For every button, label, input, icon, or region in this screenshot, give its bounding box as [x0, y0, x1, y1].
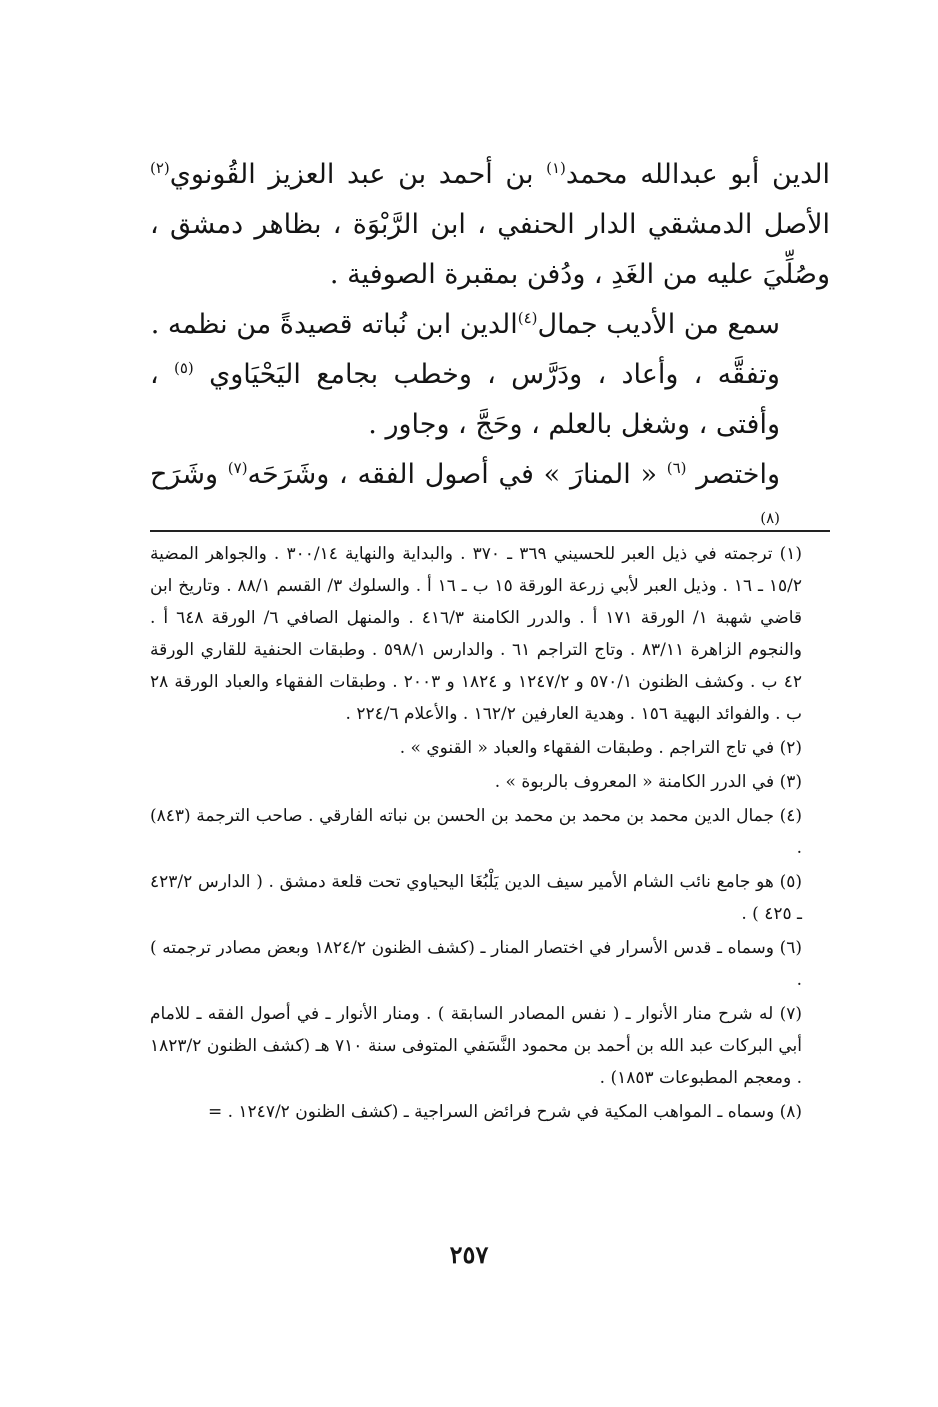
- text-segment: « المنارَ » في أصول الفقه ، وشَرَحَه: [247, 459, 657, 490]
- footnote-ref-5: (٥): [174, 359, 194, 377]
- text-segment: الأصل: [763, 209, 830, 240]
- footnote-3: (٣) في الدرر الكامنة « المعروف بالربوة » .: [494, 772, 802, 792]
- footnote-5: (٥) هو جامع نائب الشام الأمير سيف الدين يَلْبُغَا اليحياوي تحت قلعة دمشق . ( الدارس ٤٢٣/٢ ـ ٤٢٥ ) .: [150, 872, 802, 924]
- text-segment: الدين أبو عبدالله محمد: [565, 159, 830, 190]
- paragraph-studies: [150, 300, 830, 350]
- text-segment: واختصر: [696, 459, 780, 490]
- text-segment: وتفقَّه ، وأعاد ، ودَرَّس ، وخطب بجامع اليَحْيَاوي: [209, 359, 780, 390]
- text-segment: وشَرَح: [150, 459, 218, 490]
- text-segment: ، وأفتى ، وشغل بالعلم ، وحَجَّ ، وجاور .: [150, 359, 780, 440]
- text-segment: الدمشقي الدار الحنفي ، ابن الرَّبْوَة ، بظاهر دمشق ، وصُلِّيَ عليه من الغَدِ ، ودُفن بمقبرة الصوفية .: [150, 209, 830, 290]
- page-number: ٢٥٧: [449, 1240, 489, 1269]
- footnote-ref-2: (٢): [150, 159, 170, 177]
- text-segment: بن أحمد بن عبد العزيز القُونوي: [169, 159, 534, 190]
- footnote-ref-4: (٤): [517, 309, 538, 327]
- footnote-ref-8: (٨): [760, 509, 780, 527]
- footnote-1: (١) ترجمته في ذيل العبر للحسيني ٣٦٩ ـ ٣٧٠ . والبداية والنهاية ٣٠٠/١٤ . والجواهر المضية ١٥/٢ ـ ١٦ . وذيل العبر لأبي زرعة الورقة ١٥ ب ـ ١٦ أ . والسلوك ٣/ القسم ٨٨/١ . وتاريخ ابن قاضي شهبة ١/ الورقة ١٧١ أ . والدرر الكامنة ٤١٦/٣ . والمنهل الصافي ٦/ الورقة ٦٤٨ أ . والنجوم الزاهرة ٨٣/١١ . وتاج التراجم ٦١ . والدارس ٥٩٨/١ . وطبقات الحنفية للقاري الورقة ٤٢ ب . وكشف الظنون ٥٧٠/١ و ١٢٤٧/٢ و ١٨٢٤ و ٢٠٠٣ . وطبقات الفقهاء والعباد الورقة ٢٨ ب . والفوائد البهية ١٥٦ . وهدية العارفين ١٦٢/٢ . والأعلام ٢٢٤/٦ .: [150, 544, 803, 724]
- main-text: [150, 150, 830, 550]
- footnotes-section: [150, 538, 830, 1130]
- footnote-6: (٦) وسماه ـ قدس الأسرار في اختصار المنار ـ (كشف الظنون ١٨٢٤/٢ وبعض مصادر ترجمته ) .: [150, 938, 803, 990]
- paragraph-career: [150, 350, 830, 450]
- footnote-8: (٨) وسماه ـ المواهب المكية في شرح فرائض السراجية ـ (كشف الظنون ١٢٤٧/٢ . =: [207, 1102, 802, 1122]
- footnote-ref-1: (١): [546, 159, 566, 177]
- footnote-ref-7: (٧): [227, 459, 248, 477]
- paragraph-works: [150, 450, 830, 550]
- paragraph-biography-opening: [150, 150, 830, 300]
- text-segment: الدين ابن نُباته قصيدةً من نظمه .: [150, 309, 518, 340]
- footnote-ref-6: (٦): [666, 459, 687, 477]
- footnote-2: (٢) في تاج التراجم . وطبقات الفقهاء والعباد « القنوي » .: [399, 738, 802, 758]
- footnote-divider: [150, 530, 830, 532]
- text-segment: سمع من الأديب جمال: [537, 309, 780, 340]
- footnote-4: (٤) جمال الدين محمد بن محمد بن محمد بن الحسن بن نباته الفارقي . صاحب الترجمة (٨٤٣) .: [150, 806, 802, 858]
- footnote-7: (٧) له شرح منار الأنوار ـ ( نفس المصادر السابقة ) . ومنار الأنوار ـ في أصول الفقه ـ للامام أبي البركات عبد الله بن أحمد بن محمود النَّسَفي المتوفى سنة ٧١٠ هـ (كشف الظنون ١٨٢٣/٢ . ومعجم المطبوعات ١٨٥٣) .: [150, 1004, 802, 1088]
